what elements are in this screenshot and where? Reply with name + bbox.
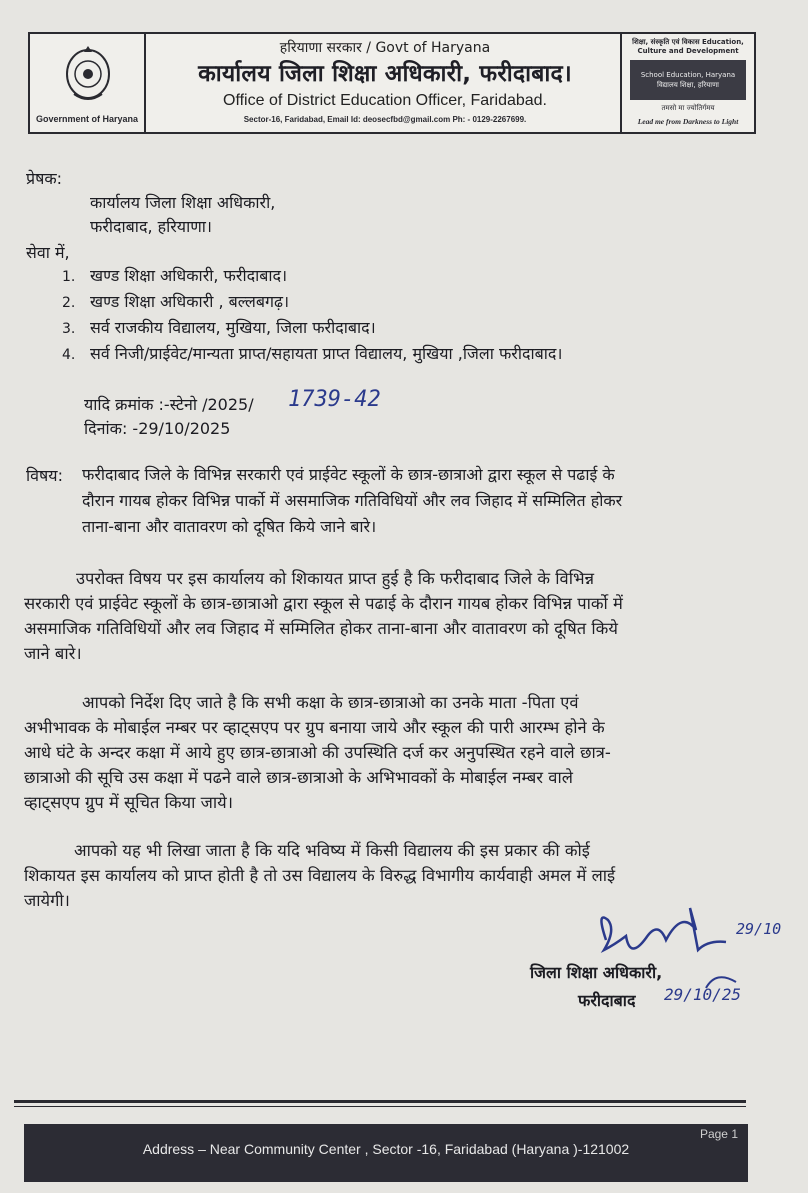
school-education-logo: School Education, Haryana विद्यालय शिक्षा, हरियाणा — [630, 60, 746, 100]
right-panel-hindi-motto: तमसो मा ज्योतिर्गमय — [661, 104, 715, 112]
haryana-emblem-icon — [64, 44, 112, 108]
paragraph-line: शिकायत इस कार्यालय को प्राप्त होती है तो उस विद्यालय के विरुद्ध विभागीय कार्यवाही अमल में लाई — [24, 866, 616, 885]
footer-address-bar — [24, 1124, 748, 1182]
office-title-hindi: कार्यालय जिला शिक्षा अधिकारी, फरीदाबाद। — [198, 61, 572, 87]
sender-line-1: कार्यालय जिला शिक्षा अधिकारी, — [90, 193, 276, 212]
recipient-item: सर्व राजकीय विद्यालय, मुखिया, जिला फरीदाबाद। — [90, 318, 376, 337]
paragraph-line: आपको यह भी लिखा जाता है कि यदि भविष्य में किसी विद्यालय की इस प्रकार की कोई — [74, 841, 590, 860]
footer-address: Address – Near Community Center , Sector -16, Faridabad (Haryana )-121002 — [142, 1141, 630, 1157]
recipient-item: सर्व निजी/प्राईवेट/मान्यता प्राप्त/सहायता प्राप्त विद्यालय, मुखिया ,जिला फरीदाबाद। — [90, 344, 563, 363]
govt-line: हरियाणा सरकार / Govt of Haryana — [279, 40, 491, 56]
right-panel-motto: Lead me from Darkness to Light — [637, 117, 739, 126]
recipient-item: खण्ड शिक्षा अधिकारी , बल्लबगढ़। — [90, 292, 290, 311]
subject-label: विषय: — [26, 466, 63, 485]
sender-line-2: फरीदाबाद, हरियाणा। — [90, 217, 212, 236]
footer-divider-thin — [14, 1106, 746, 1107]
paragraph-line: उपरोक्त विषय पर इस कार्यालय को शिकायत प्राप्त हुई है कि फरीदाबाद जिले के विभिन्न — [76, 569, 595, 588]
footer-divider — [14, 1100, 746, 1103]
paragraph-line: अभीभावक के मोबाईल नम्बर पर व्हाट्सएप पर ग्रुप बनाया जाये और स्कूल की पारी आरम्भ होने के — [24, 718, 605, 737]
subject-line: फरीदाबाद जिले के विभिन्न सरकारी एवं प्राईवेट स्कूलों के छात्र-छात्राओ द्वारा स्कूल से पढाई के — [82, 465, 615, 484]
recipient-number: 3. — [62, 321, 76, 337]
paragraph-line: जायेगी। — [24, 891, 70, 910]
office-contact: Sector-16, Faridabad, Email Id: deosecfbd@gmail.com Ph: - 0129-2267699. — [243, 115, 527, 124]
signature-date2-handwritten: 29/10/25 — [664, 985, 742, 1004]
sender-label: प्रेषक: — [26, 169, 63, 188]
letterhead-title-block — [146, 34, 624, 132]
page-number: Page 1 — [699, 1127, 738, 1141]
letterhead — [28, 32, 756, 134]
paragraph-line: आधे घंटे के अन्दर कक्षा में आये हुए छात्र-छात्राओ की उपस्थिति दर्ज कर अनुपस्थित रहने वाले छात्र- — [24, 743, 611, 762]
letter-date: दिनांक: -29/10/2025 — [84, 419, 231, 438]
subject-line: ताना-बाना और वातावरण को दूषित किये जाने बारे। — [82, 517, 377, 536]
government-of-haryana-label: Government of Haryana — [35, 114, 139, 124]
signatory-designation: जिला शिक्षा अधिकारी, — [530, 963, 663, 982]
paragraph-line: व्हाट्सएप ग्रुप में सूचित किया जाये। — [24, 793, 233, 812]
paragraph-line: सरकारी एवं प्राईवेट स्कूलों के छात्र-छात्राओ द्वारा स्कूल से पढाई के दौरान गायब होकर विभिन्न पार्को में — [24, 594, 623, 613]
signatory-place: फरीदाबाद — [578, 991, 636, 1010]
memo-number-handwritten: 1739-42 — [288, 387, 381, 412]
recipient-number: 1. — [62, 269, 76, 285]
recipient-item: खण्ड शिक्षा अधिकारी, फरीदाबाद। — [90, 266, 288, 285]
letterhead-right-panel — [620, 34, 754, 132]
office-title-english: Office of District Education Officer, Faridabad. — [223, 92, 547, 109]
subject-line: दौरान गायब होकर विभिन्न पार्को में असमाजिक गतिविधियों और लव जिहाद में सम्मिलित होकर — [82, 491, 623, 510]
paragraph-line: छात्राओ की सूचि उस कक्षा में पढने वाले छात्र-छात्राओ के अभिभावकों के मोबाईल नम्बर वाले — [24, 768, 573, 787]
signature-date-handwritten: 29/10 — [736, 920, 782, 938]
recipients-label: सेवा में, — [26, 243, 70, 262]
paragraph-line: असमाजिक गतिविधियों और लव जिहाद में सम्मिलित होकर ताना-बाना और वातावरण को दूषित किये — [24, 619, 618, 638]
letterhead-left-panel — [30, 34, 146, 132]
paragraph-line: आपको निर्देश दिए जाते है कि सभी कक्षा के छात्र-छात्राओ का उनके माता -पिता एवं — [82, 693, 579, 712]
paragraph-line: जाने बारे। — [24, 644, 82, 663]
recipient-number: 4. — [62, 347, 76, 363]
recipient-number: 2. — [62, 295, 76, 311]
memo-number-label: यादि क्रमांक :-स्टेनो /2025/ — [84, 395, 254, 414]
right-panel-top-text: शिक्षा, संस्कृति एवं विकास Education, Culture and Development — [632, 38, 744, 55]
